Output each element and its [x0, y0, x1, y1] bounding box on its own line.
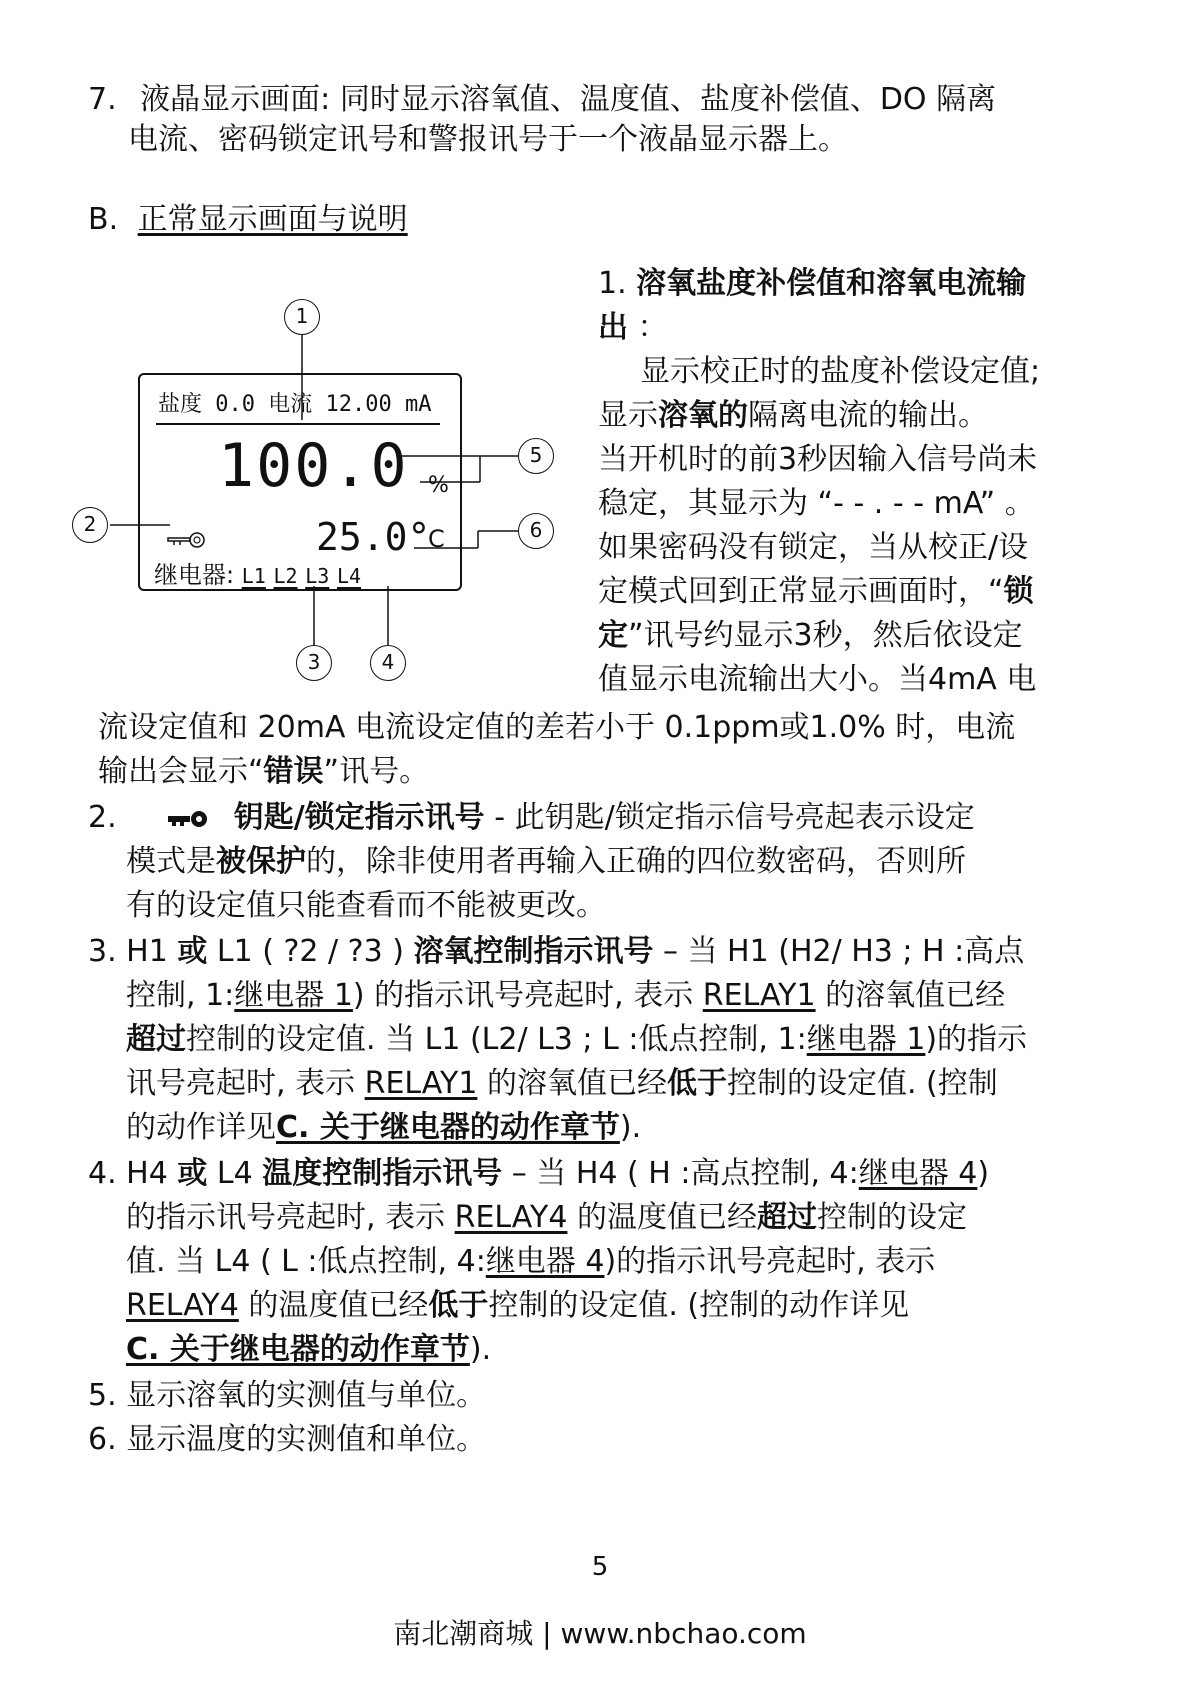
- s1-line2: [598, 394, 988, 438]
- s2-l1-rest: - 此钥匙/锁定指示信号亮起表示设定: [484, 800, 975, 835]
- callout-4: 4: [370, 645, 406, 681]
- s1-line1: 显示校正时的盐度补偿设定值;: [640, 354, 1041, 389]
- key-icon: [166, 530, 208, 550]
- s3-line2: [126, 974, 1005, 1018]
- s1-line3: 当开机时的前3秒因输入信号尚未: [598, 442, 1038, 477]
- s1-title-a: 溶氧盐度补偿值和溶氧电流输: [636, 266, 1027, 301]
- section-b-label: B.: [88, 202, 119, 237]
- s3-l4-b: RELAY1: [364, 1066, 478, 1101]
- s3-line3: [126, 1018, 1027, 1062]
- s5-text: 显示溶氧的实测值与单位。: [126, 1378, 487, 1413]
- s4-line5: [126, 1328, 491, 1372]
- callout-2: 2: [72, 507, 108, 543]
- s2-line3: 有的设定值只能查看而不能被更改。: [126, 888, 606, 923]
- s4-l4-d: 控制的设定值. (控制的动作详见: [488, 1288, 910, 1323]
- s3-line4: [126, 1062, 998, 1106]
- s1-l6-a: 定模式回到正常显示画面时，“: [598, 574, 1004, 609]
- s2-l2-a: 模式是: [126, 844, 216, 879]
- s1-line8: 值显示电流输出大小。当4mA 电: [598, 662, 1037, 697]
- s3-l1-b: 或: [177, 934, 208, 969]
- s1-l7-a: 定: [598, 618, 628, 653]
- s3-l2-d: RELAY1: [702, 978, 816, 1013]
- s4-l4-a: RELAY4: [126, 1288, 239, 1323]
- lcd-do-unit: %: [428, 473, 449, 498]
- lcd-display: [138, 373, 462, 591]
- lcd-current-label: 电流: [268, 392, 313, 417]
- s1-l6-b: 锁: [1003, 574, 1034, 609]
- s1-title-line1: [598, 262, 1026, 306]
- s1-line5: 如果密码没有锁定，当从校正/设: [598, 530, 1029, 565]
- s3-l4-d: 低于: [666, 1066, 727, 1101]
- key-icon: [166, 809, 210, 829]
- item7-number: 7.: [88, 82, 117, 117]
- s3-l4-a: 讯号亮起时, 表示: [126, 1066, 365, 1101]
- s4-l2-d: 超过: [756, 1200, 817, 1235]
- s4-l3-c: )的指示讯号亮起时, 表示: [604, 1244, 936, 1279]
- s3-l3-a: 超过: [126, 1022, 186, 1057]
- s1-l10-c: ”讯号。: [323, 754, 430, 789]
- s1-line9: 流设定值和 20mA 电流设定值的差若小于 0.1ppm或1.0% 时，电流: [98, 710, 1016, 745]
- s5-line: [88, 1374, 486, 1418]
- s1-l2-a: 显示: [598, 398, 658, 433]
- s2-line1: [88, 796, 975, 840]
- s2-l2-b: 被保护: [216, 844, 306, 879]
- s3-l2-e: 的溶氧值已经: [815, 978, 1006, 1013]
- s1-line6: [598, 570, 1034, 614]
- s4-line1: [88, 1152, 989, 1196]
- lcd-relay-label: 继电器:: [154, 561, 235, 589]
- s4-l5-link[interactable]: C. 关于继电器的动作章节: [126, 1332, 470, 1367]
- s4-l2-e: 控制的设定: [816, 1200, 967, 1235]
- s4-l1-e: – 当 H4 ( H :高点控制, 4:: [502, 1156, 859, 1191]
- s4-line3: [126, 1240, 935, 1284]
- s1-colon: ：: [637, 310, 668, 345]
- lcd-do-value: 100.0: [218, 431, 409, 501]
- callout-3: 3: [296, 645, 332, 681]
- s1-l10-a: 输出会显示“: [98, 754, 264, 789]
- s2-l2-c: 的，除非使用者再输入正确的四位数密码，否则所: [306, 844, 966, 879]
- lcd-relay-l3: L3: [305, 564, 330, 588]
- s3-l4-c: 的溶氧值已经: [477, 1066, 667, 1101]
- s2-title: 钥匙/锁定指示讯号: [233, 800, 485, 835]
- s4-l3-a: 值. 当 L4 ( L :低点控制, 4:: [126, 1244, 486, 1279]
- s4-l1-b: 或: [177, 1156, 208, 1191]
- s4-l1-g: ): [977, 1156, 990, 1191]
- s5-number: 5.: [88, 1378, 117, 1413]
- lcd-divider: [156, 423, 440, 425]
- s3-number: 3.: [88, 934, 117, 969]
- s3-l3-b: 控制的设定值. 当 L1 (L2/ L3 ; L :低点控制, 1:: [186, 1022, 807, 1057]
- page-number: 5: [591, 1552, 609, 1582]
- s4-l4-b: 的温度值已经: [238, 1288, 429, 1323]
- s3-l1-e: – 当 H1 (H2/ H3 ; H :高点: [653, 934, 1025, 969]
- s1-line4: 稳定，其显示为 “- - . - - mA” 。: [598, 486, 1035, 521]
- s3-l5-a: 的动作详见: [126, 1110, 276, 1145]
- s4-l3-b: 继电器 4: [485, 1244, 605, 1279]
- lcd-relay-l2: L2: [273, 564, 298, 588]
- s6-number: 6.: [88, 1422, 117, 1457]
- s1-title-b: 出: [598, 310, 628, 345]
- s1-line7: [598, 614, 1023, 658]
- s4-l2-b: RELAY4: [454, 1200, 568, 1235]
- s3-l2-a: 控制, 1:: [126, 978, 235, 1013]
- s4-l1-d: 温度控制指示讯号: [262, 1156, 503, 1191]
- s4-l1-f: 继电器 4: [858, 1156, 978, 1191]
- lcd-relay-line: [154, 555, 361, 590]
- callout-6: 6: [518, 513, 554, 549]
- s4-line2: [126, 1196, 967, 1240]
- s6-text: 显示温度的实测值和单位。: [126, 1422, 487, 1457]
- callout-1: 1: [284, 299, 320, 335]
- diagram-leader-lines: [0, 0, 600, 700]
- s3-line5: [126, 1106, 641, 1150]
- s4-l4-c: 低于: [428, 1288, 489, 1323]
- s2-number: 2.: [88, 800, 117, 835]
- s3-line1: [88, 930, 1024, 974]
- s4-l1-c: L4: [207, 1156, 263, 1191]
- s4-l5-b: ).: [469, 1332, 492, 1367]
- lcd-salinity-label: 盐度: [158, 392, 203, 417]
- s4-l2-a: 的指示讯号亮起时, 表示: [126, 1200, 455, 1235]
- s3-l5-c: ).: [619, 1110, 642, 1145]
- s2-line2: [126, 840, 966, 884]
- lcd-relay-l1: L1: [241, 564, 266, 588]
- s1-l2-b: 溶氧的: [658, 398, 748, 433]
- s3-l3-d: )的指示: [925, 1022, 1028, 1057]
- s3-l1-c: L1 ( ?2 / ?3 ): [207, 934, 414, 969]
- s3-l1-a: H1: [126, 934, 178, 969]
- callout-5: 5: [518, 438, 554, 474]
- s4-l1-a: H4: [126, 1156, 178, 1191]
- lcd-relay-l4: L4: [336, 564, 362, 588]
- item7-line2: 电流、密码锁定讯号和警报讯号于一个液晶显示器上。: [128, 122, 848, 157]
- lcd-temp-value: 25.0°: [316, 515, 431, 559]
- s4-number: 4.: [88, 1156, 117, 1191]
- s1-line10: [98, 750, 429, 794]
- s1-number: 1.: [598, 266, 627, 301]
- s1-title-line2: [598, 306, 668, 350]
- s4-line4: [126, 1284, 909, 1328]
- s1-l7-b: ”讯号约显示3秒，然后依设定: [628, 618, 1023, 653]
- footer-text: 南北潮商城 | www.nbchao.com: [393, 1617, 807, 1650]
- s1-l2-c: 隔离电流的输出。: [748, 398, 988, 433]
- s3-l2-b: 继电器 1: [234, 978, 353, 1013]
- lcd-salinity-value: 0.0: [215, 392, 256, 417]
- s6-line: [88, 1418, 486, 1462]
- s3-l3-c: 继电器 1: [806, 1022, 926, 1057]
- s3-l5-link[interactable]: C. 关于继电器的动作章节: [276, 1110, 620, 1145]
- s3-l1-d: 溶氧控制指示讯号: [413, 934, 654, 969]
- s4-l2-c: 的温度值已经: [567, 1200, 757, 1235]
- s3-l2-c: ) 的指示讯号亮起时, 表示: [352, 978, 703, 1013]
- item7-text1: 液晶显示画面: 同时显示溶氧值、温度值、盐度补偿值、DO 隔离: [140, 82, 997, 117]
- lcd-top-line: [158, 387, 432, 418]
- s3-l4-e: 控制的设定值. (控制: [726, 1066, 998, 1101]
- lcd-temp-unit: C: [428, 525, 445, 553]
- lcd-current-value: 12.00 mA: [325, 392, 432, 417]
- section-b-title: 正常显示画面与说明: [137, 202, 408, 237]
- s1-l10-b: 错误: [263, 754, 324, 789]
